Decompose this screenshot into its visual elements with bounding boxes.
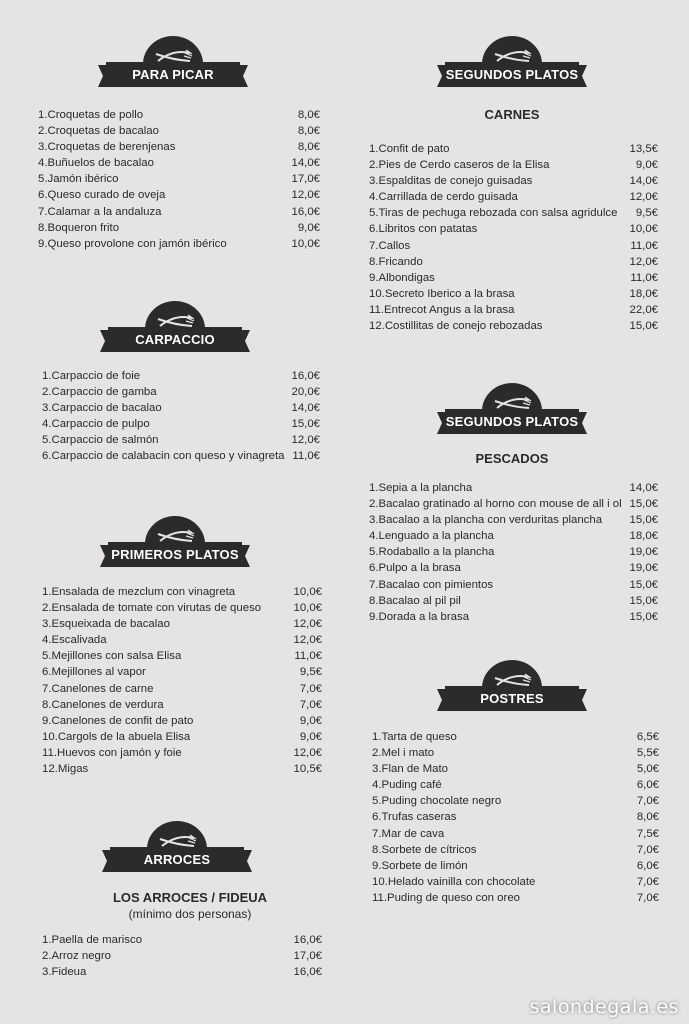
menu-item: [369, 577, 658, 593]
menu-item: [42, 729, 322, 745]
menu-item: [369, 609, 658, 625]
menu-item-price: 11,0€: [292, 450, 320, 463]
menu-item-price: 8,0€: [297, 109, 320, 121]
menu-item-name: 1.Croquetas de pollo: [38, 109, 144, 121]
menu-item: [372, 809, 659, 825]
menu-item-name: 7.Bacalao con pimientos: [369, 578, 494, 591]
menu-item-name: 12.Migas: [42, 763, 89, 776]
menu-item-name: 2.Pies de Cerdo caseros de la Elisa: [369, 159, 550, 172]
menu-item-price: 7,0€: [636, 795, 659, 808]
subheading-arroces: LOS ARROCES / FIDEUA: [112, 890, 268, 905]
menu-item-name: 5.Carpaccio de salmón: [42, 434, 159, 447]
menu-item: [38, 107, 320, 123]
menu-item: [372, 890, 659, 906]
menu-item-price: 8,0€: [297, 141, 320, 154]
menu-item: [42, 964, 322, 980]
menu-item-name: 2.Mel i mato: [372, 747, 435, 760]
cutlery-icon: [482, 36, 542, 64]
menu-item-price: 15,0€: [629, 514, 658, 527]
menu-item: [42, 948, 322, 964]
menu-item-price: 8,0€: [297, 125, 320, 138]
menu-item-name: 9.Sorbete de limón: [372, 859, 468, 872]
menu-item-price: 14,0€: [291, 157, 320, 170]
menu-list-pescados: [369, 480, 658, 625]
section-title-segundos-pescados: SEGUNDOS PLATOS: [445, 414, 579, 429]
menu-item-name: 3.Esqueixada de bacalao: [42, 618, 170, 631]
section-title-carpaccio: CARPACCIO: [135, 332, 215, 347]
menu-item-name: 1.Paella de marisco: [42, 934, 143, 946]
menu-item: [369, 512, 658, 528]
menu-item-price: 9,0€: [635, 159, 658, 172]
menu-item-price: 12,0€: [291, 189, 320, 202]
badge-arroces: [102, 819, 252, 877]
menu-item: [42, 681, 322, 697]
menu-item-price: 15,0€: [629, 594, 658, 607]
menu-item: [369, 302, 658, 318]
menu-item-name: 6.Trufas caseras: [372, 811, 457, 824]
menu-item: [369, 286, 658, 302]
menu-item-name: 5.Puding chocolate negro: [372, 795, 502, 808]
cutlery-icon: [145, 301, 205, 329]
menu-list-postres: [372, 729, 659, 906]
cutlery-icon: [143, 36, 203, 64]
menu-item: [38, 220, 320, 236]
menu-item-price: 13,5€: [629, 143, 658, 155]
menu-item-price: 11,0€: [294, 650, 322, 663]
menu-item-name: 3.Flan de Mato: [372, 763, 448, 776]
menu-item-name: 1.Carpaccio de foie: [42, 370, 141, 382]
menu-item-price: 5,0€: [636, 763, 659, 776]
badge-carpaccio: [100, 299, 250, 357]
menu-item-price: 11,0€: [630, 239, 658, 252]
menu-item-price: 6,0€: [636, 859, 659, 872]
menu-item-price: 10,0€: [629, 223, 658, 236]
menu-item: [42, 697, 322, 713]
badge-segundos-carnes: [437, 34, 587, 92]
menu-item-name: 2.Ensalada de tomate con virutas de queso: [42, 602, 262, 615]
menu-item-name: 8.Bacalao al pil pil: [369, 594, 461, 607]
subheading-pescados: PESCADOS: [475, 451, 549, 466]
menu-item: [42, 600, 322, 616]
menu-item-price: 22,0€: [629, 303, 658, 316]
menu-item: [42, 932, 322, 948]
badge-primeros-platos: [100, 514, 250, 572]
menu-list-para-picar: [38, 107, 320, 252]
menu-item-name: 8.Canelones de verdura: [42, 698, 164, 711]
menu-item-name: 2.Croquetas de bacalao: [38, 125, 159, 138]
menu-item: [372, 826, 659, 842]
menu-item-price: 6,0€: [636, 779, 659, 792]
menu-item-name: 6.Carpaccio de calabacin con queso y vinagreta: [42, 450, 285, 463]
menu-list-primeros: [42, 584, 322, 777]
menu-list-carnes: [369, 141, 658, 334]
menu-item-name: 1.Sepia a la plancha: [369, 482, 473, 494]
section-title-para-picar: PARA PICAR: [132, 67, 214, 82]
menu-item: [42, 400, 320, 416]
menu-item-name: 7.Mar de cava: [372, 827, 445, 840]
menu-item: [38, 236, 320, 252]
menu-item: [372, 874, 659, 890]
menu-item-price: 19,0€: [629, 546, 658, 559]
menu-item-name: 6.Pulpo a la brasa: [369, 562, 461, 575]
menu-item: [372, 858, 659, 874]
menu-item-price: 12,0€: [293, 618, 322, 631]
menu-item-price: 10,0€: [293, 586, 322, 598]
section-title-arroces: ARROCES: [143, 852, 211, 867]
ribbon-badge: [437, 34, 587, 92]
cutlery-icon: [482, 660, 542, 688]
menu-item: [42, 761, 322, 777]
menu-item: [42, 584, 322, 600]
note-minimo-personas: (mínimo dos personas): [128, 907, 252, 921]
menu-item-price: 17,0€: [291, 173, 320, 186]
ribbon-badge: [437, 381, 587, 439]
menu-item-price: 16,0€: [291, 370, 320, 382]
menu-item: [38, 155, 320, 171]
menu-item-name: 7.Calamar a la andaluza: [38, 205, 162, 218]
menu-item-name: 10.Secreto Iberico a la brasa: [369, 287, 515, 300]
menu-item-name: 11.Huevos con jamón y foie: [42, 746, 182, 759]
menu-item-price: 12,0€: [629, 255, 658, 268]
badge-postres: [437, 658, 587, 716]
menu-item-price: 12,0€: [293, 634, 322, 647]
menu-item-name: 5.Tiras de pechuga rebozada con salsa agridulce: [369, 207, 618, 220]
menu-item-name: 8.Fricando: [369, 255, 423, 268]
menu-item: [38, 139, 320, 155]
menu-item: [369, 593, 658, 609]
cutlery-icon: [147, 821, 207, 849]
menu-item-name: 8.Boqueron frito: [38, 221, 120, 234]
menu-item: [372, 761, 659, 777]
menu-item-price: 18,0€: [629, 287, 658, 300]
menu-item-price: 7,0€: [299, 682, 322, 695]
menu-item-price: 16,0€: [293, 934, 322, 946]
menu-item: [38, 204, 320, 220]
menu-list-arroces: [42, 932, 322, 980]
menu-item-price: 7,0€: [636, 843, 659, 856]
menu-item-price: 7,0€: [636, 875, 659, 888]
menu-item-price: 9,0€: [299, 714, 322, 727]
menu-item-price: 9,0€: [299, 730, 322, 743]
menu-item-price: 16,0€: [291, 205, 320, 218]
menu-item-name: 4.Lenguado a la plancha: [369, 530, 494, 543]
menu-item-name: 3.Espalditas de conejo guisadas: [369, 175, 533, 188]
menu-item-price: 9,5€: [635, 207, 658, 220]
menu-item-price: 16,0€: [293, 966, 322, 979]
menu-item: [372, 729, 659, 745]
menu-item-name: 4.Puding café: [372, 779, 442, 792]
menu-item-name: 1.Tarta de queso: [372, 731, 457, 743]
menu-item-name: 5.Mejillones con salsa Elisa: [42, 650, 182, 663]
menu-item-price: 15,0€: [291, 418, 320, 431]
section-title-segundos-carnes: SEGUNDOS PLATOS: [445, 67, 579, 82]
menu-item-name: 2.Arroz negro: [42, 950, 112, 963]
menu-item: [372, 777, 659, 793]
menu-item-price: 20,0€: [291, 386, 320, 399]
menu-item: [42, 368, 320, 384]
ribbon-badge: [100, 514, 250, 572]
menu-item-name: 3.Fideua: [42, 966, 87, 979]
cutlery-icon: [482, 383, 542, 411]
menu-item-name: 9.Queso provolone con jamón ibérico: [38, 237, 227, 250]
menu-item-name: 1.Confit de pato: [369, 143, 450, 155]
menu-item: [42, 745, 322, 761]
menu-item-name: 4.Carrillada de cerdo guisada: [369, 191, 518, 204]
menu-item: [372, 842, 659, 858]
menu-item-price: 9,0€: [297, 221, 320, 234]
menu-item-price: 14,0€: [629, 482, 658, 494]
menu-item: [38, 187, 320, 203]
menu-item: [42, 648, 322, 664]
menu-item: [369, 157, 658, 173]
ribbon-badge: [102, 819, 252, 877]
menu-item-name: 1.Ensalada de mezclum con vinagreta: [42, 586, 236, 598]
menu-item-name: 4.Escalivada: [42, 634, 107, 647]
ribbon-badge: [100, 299, 250, 357]
badge-segundos-pescados: [437, 381, 587, 439]
menu-item-name: 2.Carpaccio de gamba: [42, 386, 157, 399]
menu-item-name: 5.Jamón ibérico: [38, 173, 119, 186]
menu-item: [369, 254, 658, 270]
menu-item: [42, 448, 320, 464]
menu-item-name: 7.Callos: [369, 239, 411, 252]
menu-item: [372, 745, 659, 761]
menu-item-price: 9,5€: [299, 666, 322, 679]
menu-item-name: 10.Helado vainilla con chocolate: [372, 875, 536, 888]
menu-item-price: 7,0€: [636, 891, 659, 904]
menu-item: [372, 793, 659, 809]
menu-item: [369, 221, 658, 237]
menu-item-price: 18,0€: [629, 530, 658, 543]
menu-item: [38, 123, 320, 139]
menu-item-name: 6.Libritos con patatas: [369, 223, 478, 236]
menu-item-price: 11,0€: [630, 271, 658, 284]
menu-item-name: 4.Carpaccio de pulpo: [42, 418, 150, 431]
cutlery-icon: [145, 516, 205, 544]
menu-list-carpaccio: [42, 368, 320, 465]
menu-item-name: 9.Canelones de confit de pato: [42, 714, 194, 727]
menu-item-price: 14,0€: [629, 175, 658, 188]
menu-item-price: 10,0€: [291, 237, 320, 250]
menu-item: [369, 173, 658, 189]
menu-item: [42, 713, 322, 729]
subheading-carnes: CARNES: [484, 107, 540, 122]
menu-item: [42, 664, 322, 680]
menu-item-price: 17,0€: [293, 950, 322, 963]
menu-item-price: 12,0€: [291, 434, 320, 447]
menu-item: [369, 270, 658, 286]
menu-item: [369, 560, 658, 576]
menu-item-price: 7,5€: [636, 827, 659, 840]
menu-item-name: 9.Dorada a la brasa: [369, 610, 470, 623]
menu-item-price: 6,5€: [636, 731, 659, 743]
menu-item-name: 12.Costillitas de conejo rebozadas: [369, 320, 543, 333]
section-title-primeros: PRIMEROS PLATOS: [111, 547, 239, 562]
menu-item-name: 10.Cargols de la abuela Elisa: [42, 730, 191, 743]
menu-item-price: 12,0€: [629, 191, 658, 204]
menu-item: [42, 384, 320, 400]
menu-item-price: 15,0€: [629, 610, 658, 623]
menu-item-name: 8.Sorbete de cítricos: [372, 843, 477, 856]
menu-item-name: 4.Buñuelos de bacalao: [38, 157, 154, 170]
menu-item: [369, 528, 658, 544]
menu-item: [369, 141, 658, 157]
menu-item-price: 10,0€: [293, 602, 322, 615]
menu-item-name: 11.Puding de queso con oreo: [372, 891, 520, 904]
menu-item-price: 10,5€: [293, 763, 322, 776]
menu-item-name: 3.Carpaccio de bacalao: [42, 402, 162, 415]
menu-item: [369, 238, 658, 254]
section-title-postres: POSTRES: [480, 691, 544, 706]
menu-item-name: 3.Bacalao a la plancha con verduritas plancha: [369, 514, 603, 527]
ribbon-badge: [437, 658, 587, 716]
menu-item-name: 5.Rodaballo a la plancha: [369, 546, 495, 559]
menu-item: [369, 480, 658, 496]
menu-item-price: 15,0€: [629, 320, 658, 333]
menu-item-price: 7,0€: [299, 698, 322, 711]
menu-item: [369, 205, 658, 221]
menu-item-price: 15,0€: [629, 498, 658, 511]
menu-item-name: 7.Canelones de carne: [42, 682, 154, 695]
menu-item-name: 3.Croquetas de berenjenas: [38, 141, 176, 154]
menu-item-name: 6.Mejillones al vapor: [42, 666, 146, 679]
badge-para-picar: [98, 34, 248, 92]
menu-item: [42, 416, 320, 432]
menu-item: [369, 318, 658, 334]
menu-item: [42, 632, 322, 648]
menu-item: [42, 432, 320, 448]
menu-item: [369, 189, 658, 205]
menu-item-name: 2.Bacalao gratinado al horno con mouse de all i ol: [369, 498, 622, 511]
menu-item-name: 6.Queso curado de oveja: [38, 189, 166, 202]
menu-item-price: 15,0€: [629, 578, 658, 591]
menu-item-price: 14,0€: [291, 402, 320, 415]
menu-item-price: 12,0€: [293, 746, 322, 759]
menu-item-price: 8,0€: [636, 811, 659, 824]
watermark: salondegala.es: [529, 996, 679, 1018]
menu-item-name: 9.Albondigas: [369, 271, 435, 284]
menu-item-price: 5,5€: [636, 747, 659, 760]
menu-item: [42, 616, 322, 632]
menu-item: [38, 171, 320, 187]
menu-item-name: 11.Entrecot Angus a la brasa: [369, 303, 515, 316]
ribbon-badge: [98, 34, 248, 92]
menu-item: [369, 544, 658, 560]
menu-item-price: 19,0€: [629, 562, 658, 575]
menu-item: [369, 496, 658, 512]
